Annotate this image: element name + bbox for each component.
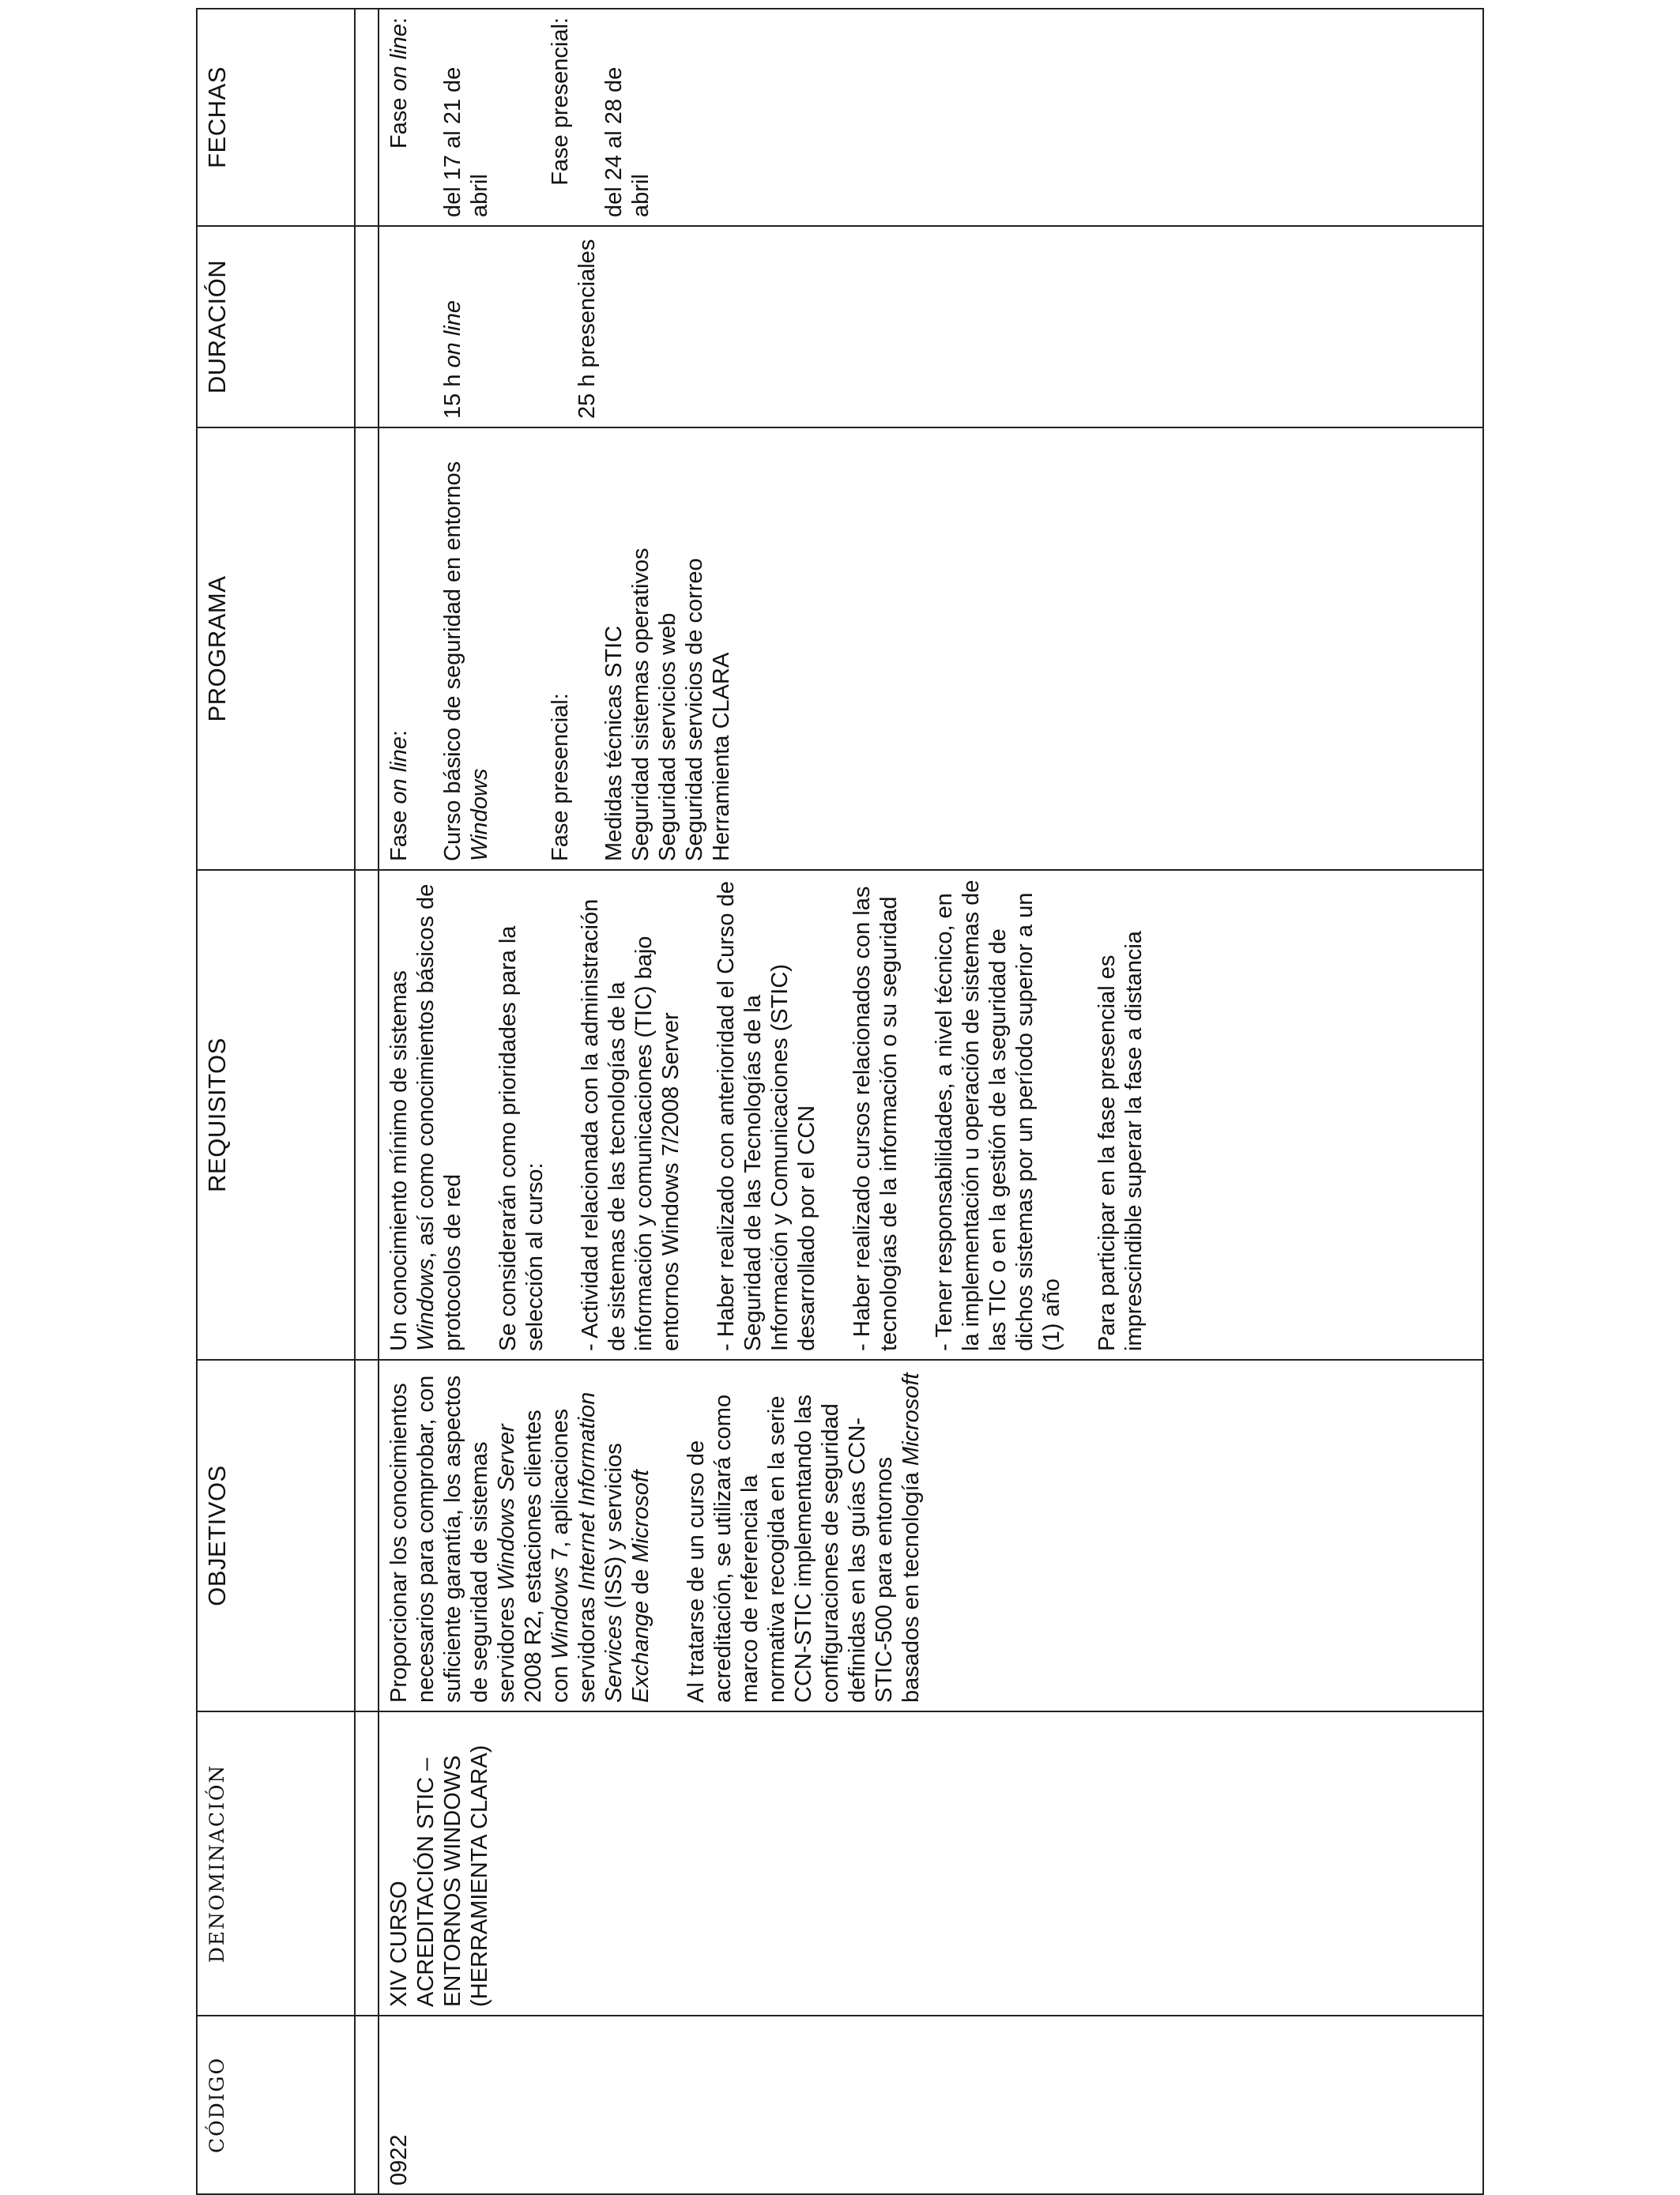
- duracion-online: 15 h on line: [440, 300, 465, 419]
- cell-duracion: [379, 226, 1483, 427]
- cell-fechas: [379, 9, 1483, 226]
- header-programa: PROGRAMA: [197, 427, 355, 870]
- requisitos-paragraph-5: - Haber realizado cursos relacionados con las tecnologías de la información o su seguridad: [849, 886, 902, 1351]
- programa-item: Medidas técnicas STIC: [601, 625, 627, 861]
- header-denominacion: DENOMINACIÓN: [197, 1711, 355, 2016]
- requisitos-paragraph-2: Se considerarán como prioridades para la selección al curso:: [495, 925, 548, 1351]
- cell-denominacion: [379, 1711, 1483, 2016]
- programa-fase-presencial: Fase presencial:: [548, 693, 573, 861]
- cell-requisitos: [379, 870, 1483, 1360]
- requisitos-paragraph-4: - Haber realizado con anterioridad el Curso de Seguridad de las Tecnologías de la Información y Comunicaciones (STIC) desarrollado por el CCN: [714, 881, 819, 1351]
- duracion-presencial: 25 h presenciales: [574, 239, 600, 419]
- programa-item: Herramienta CLARA: [709, 652, 734, 861]
- header-row: [197, 9, 355, 2194]
- course-name: XIV CURSO ACREDITACIÓN STIC – ENTORNOS WINDOWS (HERRAMIENTA CLARA): [386, 1745, 492, 2007]
- fechas-presencial-dates: del 24 al 28 de abril: [601, 66, 654, 217]
- programa-item: Seguridad servicios web: [655, 612, 680, 861]
- programa-item: Seguridad servicios de correo: [682, 558, 707, 861]
- cell-objetivos: [379, 1360, 1483, 1711]
- objetivos-paragraph-2: Al tratarse de un curso de acreditación, se utilizará como marco de referencia la normativa recogida en la serie CCN-STIC implementando las configuraciones de seguridad definidas en las guías CCN-STIC-500 para entornos basados en tecnología Microsoft: [684, 1372, 924, 1703]
- programa-item: Seguridad sistemas operativos: [628, 548, 654, 861]
- header-codigo: CÓDIGO: [197, 2016, 355, 2194]
- table-row: [379, 9, 1483, 2194]
- requisitos-paragraph-7: Para participar en la fase presencial es imprescindible superar la fase a distancia: [1094, 931, 1147, 1351]
- objetivos-paragraph-1: Proporcionar los conocimientos necesarios para comprobar, con suficiente garantía, los aspectos de seguridad de sistemas servidores Windows Server 2008 R2, estaciones clientes con Windows 7, aplicaciones servidoras Internet Information Services (ISS) y servicios Exchange de Microsoft: [386, 1375, 654, 1703]
- cell-codigo: 0922: [379, 2016, 1483, 2194]
- cell-programa: [379, 427, 1483, 870]
- course-table: [196, 8, 1484, 2195]
- header-duracion: DURACIÓN: [197, 226, 355, 427]
- spacer-row: [355, 9, 379, 2194]
- programa-curso: Curso básico de seguridad en entornos Windows: [440, 461, 492, 861]
- requisitos-paragraph-1: Un conocimiento mínimo de sistemas Windows, así como conocimientos básicos de protocolos de red: [386, 883, 465, 1351]
- rotated-table-stage: [196, 9, 1479, 2195]
- fechas-online-dates: del 17 al 21 de abril: [440, 66, 492, 217]
- header-requisitos: REQUISITOS: [197, 870, 355, 1360]
- requisitos-paragraph-3: - Actividad relacionada con la administración de sistemas de las tecnologías de la información y comunicaciones (TIC) bajo entornos Windows 7/2008 Server: [578, 898, 684, 1351]
- header-fechas: FECHAS: [197, 9, 355, 226]
- programa-fase-online: Fase on line:: [386, 729, 412, 861]
- requisitos-paragraph-6: - Tener responsabilidades, a nivel técnico, en la implementación u operación de sistemas de las TIC o en la gestión de la seguridad de dichos sistemas por un período superior a un (1) año: [932, 879, 1064, 1351]
- header-objetivos: OBJETIVOS: [197, 1360, 355, 1711]
- fechas-fase-presencial: Fase presencial:: [548, 17, 573, 186]
- fechas-fase-online: Fase on line:: [386, 17, 412, 149]
